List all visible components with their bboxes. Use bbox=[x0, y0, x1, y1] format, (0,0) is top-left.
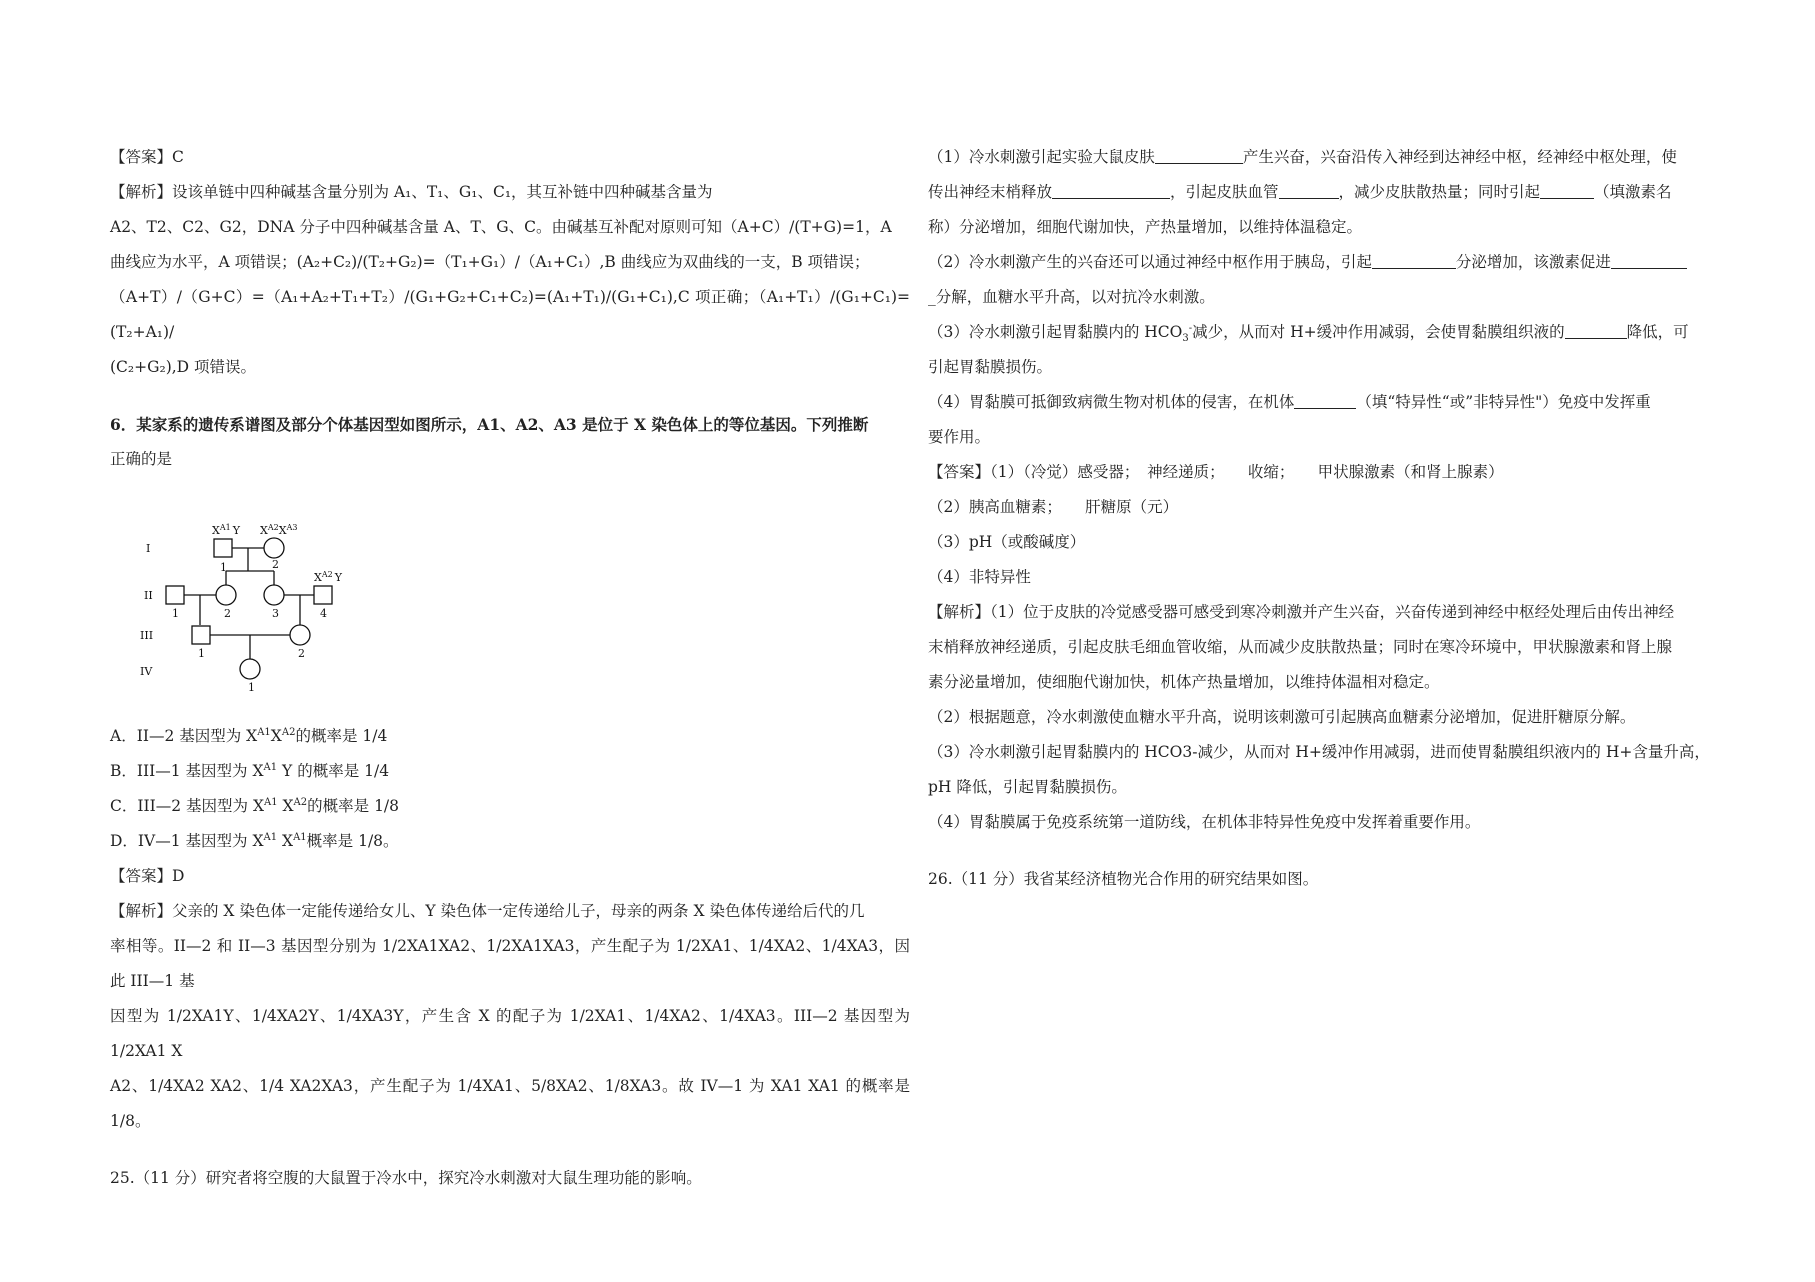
answer-blank bbox=[1294, 393, 1356, 410]
q26-stem: 26.（11 分）我省某经济植物光合作用的研究结果如图。 bbox=[928, 870, 1319, 888]
q6-analysis-line: 【解析】父亲的 X 染色体一定能传递给女儿、Y 染色体一定传递给儿子，母亲的两条 X 染色体传递给后代的几 bbox=[110, 902, 865, 920]
q6-stem-cont: 正确的是 bbox=[110, 450, 173, 468]
q6-analysis-line: 因型为 1/2XA1Y、1/4XA2Y、1/4XA3Y，产生含 X 的配子为 1/2XA1、1/4XA2、1/4XA3。III—2 基因型为 1/2XA1 X bbox=[110, 1007, 910, 1060]
q5-analysis-line: 【解析】设该单链中四种碱基含量分别为 A₁、T₁、G₁、C₁，其互补链中四种碱基含量为 bbox=[110, 183, 713, 201]
genotype-I-1: $X^{A1}$ Y bbox=[212, 523, 240, 537]
q25-part1: （1）冷水刺激引起实验大鼠皮肤 产生兴奋，兴奋沿传入神经到达神经中枢，经神经中枢处理，使 bbox=[928, 148, 1677, 166]
q25-part2-cont: _分解，血糖水平升高，以对抗冷水刺激。 bbox=[928, 288, 1215, 306]
genotype-I-2: $X^{A2}X^{A3}$ bbox=[260, 523, 298, 537]
answer-blank bbox=[1155, 148, 1243, 165]
gen-label: I bbox=[146, 542, 151, 555]
q25-analysis-line: pH 降低，引起胃黏膜损伤。 bbox=[928, 778, 1127, 796]
answer-blank bbox=[1565, 323, 1627, 340]
q25-analysis-line: 素分泌量增加，使细胞代谢加快，机体产热量增加，以维持体温相对稳定。 bbox=[928, 673, 1440, 691]
q5-answer: 【答案】C bbox=[110, 148, 184, 166]
answer-blank bbox=[1372, 253, 1456, 270]
q25-part4: （4）胃黏膜可抵御致病微生物对机体的侵害，在机体 （填“特异性“或”非特异性"）免疫中发挥重 bbox=[928, 393, 1651, 411]
III-2-female bbox=[290, 625, 310, 645]
q25-part3: （3）冷水刺激引起胃黏膜内的 $HCO_3^-$减少，从而对 H+缓冲作用减弱，会使胃黏膜组织液的 降低，可 bbox=[928, 322, 1689, 345]
q25-stem: 25.（11 分）研究者将空腹的大鼠置于冷水中，探究冷水刺激对大鼠生理功能的影响。 bbox=[110, 1169, 702, 1187]
II-4-male bbox=[314, 586, 332, 604]
q25-part1-end: 称）分泌增加，细胞代谢加快，产热量增加，以维持体温稳定。 bbox=[928, 218, 1363, 236]
q25-analysis-line: 【解析】（1）位于皮肤的冷觉感受器可感受到寒冷刺激并产生兴奋，兴奋传递到神经中枢经处理后由传出神经 bbox=[928, 603, 1675, 621]
q25-analysis-line: （4）胃黏膜属于免疫系统第一道防线，在机体非特异性免疫中发挥着重要作用。 bbox=[928, 813, 1481, 831]
gen-label: IV bbox=[140, 665, 153, 678]
answer-blank bbox=[1540, 183, 1594, 200]
q25-part2: （2）冷水刺激产生的兴奋还可以通过神经中枢作用于胰岛，引起 分泌增加，该激素促进 bbox=[928, 245, 1718, 280]
option-b: B．III—1 基因型为 $X^{A1}$ Y 的概率是 1/4 bbox=[110, 761, 390, 780]
q5-analysis-line: A2、T2、C2、G2，DNA 分子中四种碱基含量 A、T、G、C。由碱基互补配对原则可知（A+C）/(T+G)=1，A bbox=[110, 218, 892, 236]
individual-number: 1 bbox=[220, 561, 227, 574]
individual-number: 1 bbox=[198, 647, 205, 660]
I-2-female bbox=[264, 538, 284, 558]
individual-number: 1 bbox=[172, 607, 179, 620]
individual-number: 1 bbox=[248, 681, 255, 694]
right-column bbox=[928, 140, 1718, 897]
II-1-male bbox=[166, 586, 184, 604]
left-column bbox=[110, 140, 910, 1196]
q25-answer-4: （4）非特异性 bbox=[928, 568, 1031, 586]
individual-number: 2 bbox=[298, 647, 305, 660]
option-d: D．IV—1 基因型为 $X^{A1}$ $X^{A1}$概率是 1/8。 bbox=[110, 831, 399, 850]
pedigree-chart bbox=[110, 499, 430, 709]
q6-analysis-line: A2、1/4XA2 XA2、1/4 XA2XA3，产生配子为 1/4XA1、5/8XA2、1/8XA3。故 IV—1 为 XA1 XA1 的概率是 1/8。 bbox=[110, 1077, 910, 1130]
genotype-II-4: $X^{A2}$ Y bbox=[314, 570, 342, 584]
q6-stem: 6．某家系的遗传系谱图及部分个体基因型如图所示，A1、A2、A3 是位于 X 染色体上的等位基因。下列推断 bbox=[110, 415, 869, 434]
q5-analysis-line: （A+T）/（G+C）=（A₁+A₂+T₁+T₂）/(G₁+G₂+C₁+C₂)=(A₁+T₁)/(G₁+C₁),C 项正确；（A₁+T₁）/(G₁+C₁)=(T₂+A₁)/ bbox=[110, 288, 910, 341]
q25-part3-cont: 引起胃黏膜损伤。 bbox=[928, 358, 1053, 376]
q5-analysis-line: (C₂+G₂),D 项错误。 bbox=[110, 358, 257, 376]
individual-number: 4 bbox=[320, 607, 327, 620]
q6-analysis-line: 率相等。II—2 和 II—3 基因型分别为 1/2XA1XA2、1/2XA1XA3，产生配子为 1/2XA1、1/4XA2、1/4XA3，因此 III—1 基 bbox=[110, 937, 910, 990]
IV-1-female bbox=[240, 659, 260, 679]
individual-number: 2 bbox=[272, 558, 279, 571]
q25-answer: 【答案】（1）（冷觉）感受器； 神经递质； 收缩； 甲状腺激素（和肾上腺素） bbox=[928, 463, 1504, 481]
individual-number: 2 bbox=[224, 607, 231, 620]
q6-answer: 【答案】D bbox=[110, 867, 185, 885]
gen-label: II bbox=[144, 589, 153, 602]
option-a: A．II—2 基因型为 $X^{A1}X^{A2}$的概率是 1/4 bbox=[110, 726, 388, 745]
individual-number: 3 bbox=[272, 607, 279, 620]
q25-analysis-line: （2）根据题意，冷水刺激使血糖水平升高，说明该刺激可引起胰高血糖素分泌增加，促进肝糖原分解。 bbox=[928, 708, 1636, 726]
q5-analysis-line: 曲线应为水平，A 项错误；(A₂+C₂)/(T₂+G₂)=（T₁+G₁）/（A₁+C₁）,B 曲线应为双曲线的一支，B 项错误； bbox=[110, 253, 870, 271]
q25-part1-cont: 传出神经末梢释放 ，引起皮肤血管 ，减少皮肤散热量；同时引起 （填激素名 bbox=[928, 183, 1672, 201]
q25-part4-cont: 要作用。 bbox=[928, 428, 991, 446]
answer-blank bbox=[1052, 183, 1170, 200]
q25-analysis-line: 末梢释放神经递质，引起皮肤毛细血管收缩，从而减少皮肤散热量；同时在寒冷环境中，甲状腺激素和肾上腺 bbox=[928, 638, 1673, 656]
q25-answer-2: （2）胰高血糖素； 肝糖原（元） bbox=[928, 498, 1179, 516]
q25-analysis-line: （3）冷水刺激引起胃黏膜内的 HCO3-减少，从而对 H+缓冲作用减弱，进而使胃黏膜组织液内的 H+含量升高， bbox=[928, 743, 1710, 761]
I-1-male bbox=[214, 539, 232, 557]
gen-label: III bbox=[140, 629, 154, 642]
II-3-female bbox=[264, 585, 284, 605]
III-1-male bbox=[192, 626, 210, 644]
answer-blank bbox=[1279, 183, 1339, 200]
answer-blank bbox=[1611, 253, 1687, 270]
option-c: C．III—2 基因型为 $X^{A1}$ $X^{A2}$的概率是 1/8 bbox=[110, 796, 400, 815]
q25-answer-3: （3）pH（或酸碱度） bbox=[928, 533, 1086, 551]
pedigree-svg bbox=[110, 499, 430, 709]
II-2-female bbox=[216, 585, 236, 605]
